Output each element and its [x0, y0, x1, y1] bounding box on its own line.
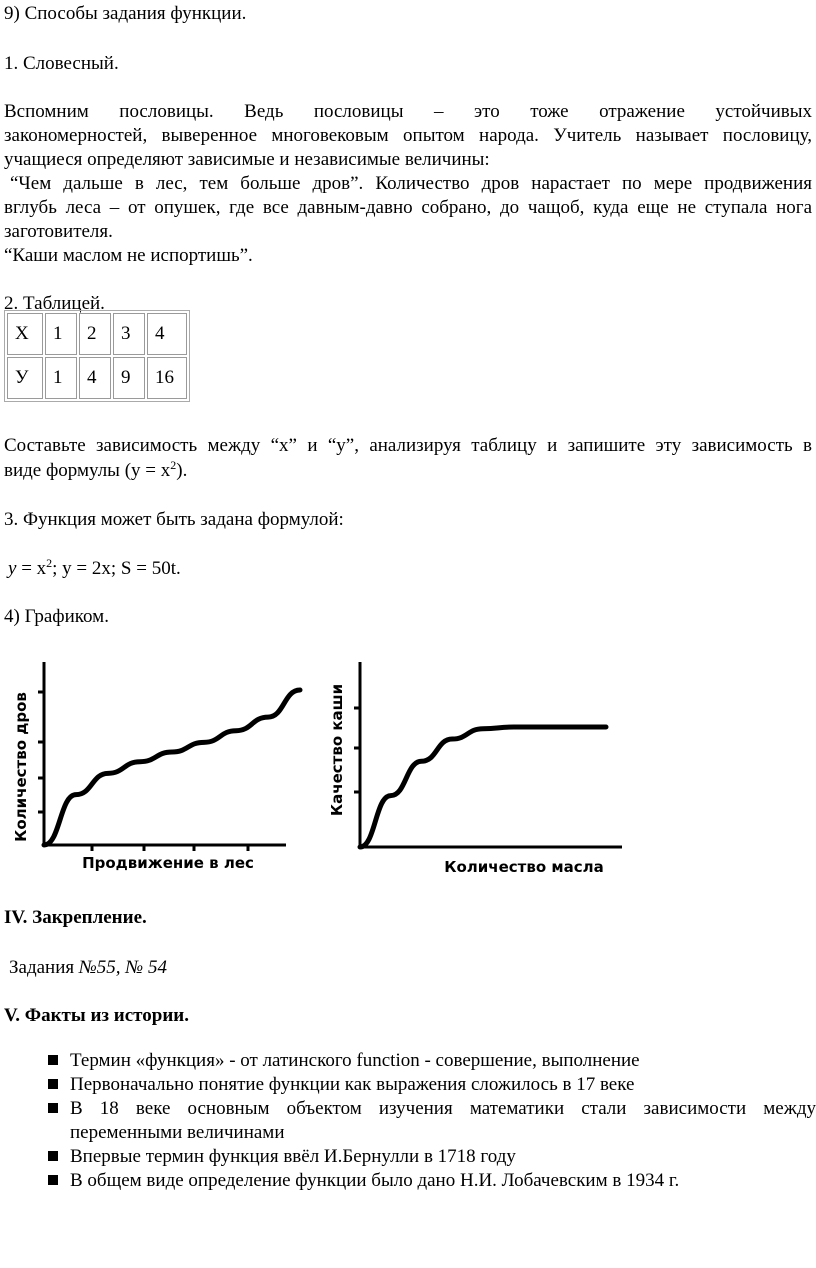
proverbs-paragraph: [4, 100, 812, 172]
table-row: [7, 313, 187, 355]
section-heading: 9) Способы задания функции.: [4, 3, 247, 24]
chart-axes: [354, 662, 622, 847]
list-item-text: Первоначально понятие функции как выражения сложилось в 17 веке: [70, 1074, 635, 1095]
proverb-quote-firewood: [4, 172, 812, 244]
bullet-square-icon: [48, 1055, 58, 1065]
paragraph-line: “Чем дальше в лес, тем больше дров”. Количество дров нарастает по мере продвижения: [10, 173, 812, 194]
method-formula-title: 3. Функция может быть задана формулой:: [4, 509, 344, 530]
firewood-chart: [4, 650, 314, 880]
paragraph-line: Вспомним пословицы. Ведь пословицы – это тоже отражение устойчивых: [4, 101, 812, 122]
table-cell: У: [7, 357, 43, 399]
list-item-text: В 18 веке основным объектом изучения математики стали зависимости между переменными величинами: [70, 1098, 816, 1143]
list-item-text: В общем виде определение функции было дано Н.И. Лобачевским в 1934 г.: [70, 1170, 680, 1191]
bullet-square-icon: [48, 1151, 58, 1161]
table-cell: 1: [45, 357, 77, 399]
bullet-square-icon: [48, 1175, 58, 1185]
assignments-line: Задания №55, № 54: [9, 957, 167, 978]
list-item: [48, 1073, 816, 1097]
history-title: V. Факты из истории.: [4, 1005, 189, 1026]
reinforcement-title: IV. Закрепление.: [4, 907, 147, 928]
chart-series-line: [360, 727, 606, 847]
method-table-title: 2. Таблицей.: [4, 293, 105, 314]
paragraph-line: закономерностей, выверенное многовековым опытом народа. Учитель называет пословицу,: [4, 125, 812, 146]
table-cell: 3: [113, 313, 145, 355]
x-axis-label: Продвижение в лес: [82, 854, 254, 872]
table-cell: Х: [7, 313, 43, 355]
bullet-square-icon: [48, 1079, 58, 1089]
list-item: [48, 1097, 816, 1145]
y-axis-label: Количество дров: [12, 692, 30, 842]
list-item-text: Впервые термин функция ввёл И.Бернулли в 1718 году: [70, 1146, 516, 1167]
paragraph-line: вглубь леса – от опушек, где все давным-давно собрано, до чащоб, куда еще не ступала нога: [4, 197, 812, 218]
table-cell: 9: [113, 357, 145, 399]
method-graph-title: 4) Графиком.: [4, 606, 109, 627]
list-item: [48, 1169, 816, 1193]
list-item: [48, 1145, 816, 1169]
x-axis-label: Количество масла: [444, 858, 604, 876]
bullet-square-icon: [48, 1103, 58, 1113]
list-item: [48, 1049, 816, 1073]
table-cell: 1: [45, 313, 77, 355]
table-cell: 16: [147, 357, 187, 399]
table-row: [7, 357, 187, 399]
formula-examples: $y = x^2$; y = 2x; S = 50t.: [8, 556, 181, 579]
chart-series-line: [44, 690, 300, 845]
table-cell: 2: [79, 313, 111, 355]
y-axis-label: Качество каши: [328, 683, 346, 817]
table-task-line-2: виде формулы $(у = х^2)$.: [4, 458, 188, 481]
list-item-text: Термин «функция» - от латинского function - совершение, выполнение: [70, 1050, 640, 1071]
table-cell: 4: [79, 357, 111, 399]
paragraph-line: учащиеся определяют зависимые и независимые величины:: [4, 149, 490, 170]
porridge-chart: [324, 650, 634, 880]
table-cell: 4: [147, 313, 187, 355]
paragraph-line: заготовителя.: [4, 221, 113, 242]
values-table: [4, 310, 190, 402]
proverb-quote-porridge: “Каши маслом не испортишь”.: [4, 245, 253, 266]
table-task-line: Составьте зависимость между “х” и “у”, анализируя таблицу и запишите эту зависимость в: [4, 435, 812, 456]
history-facts-list: [48, 1049, 816, 1193]
method-verbal-title: 1. Словесный.: [4, 53, 119, 74]
